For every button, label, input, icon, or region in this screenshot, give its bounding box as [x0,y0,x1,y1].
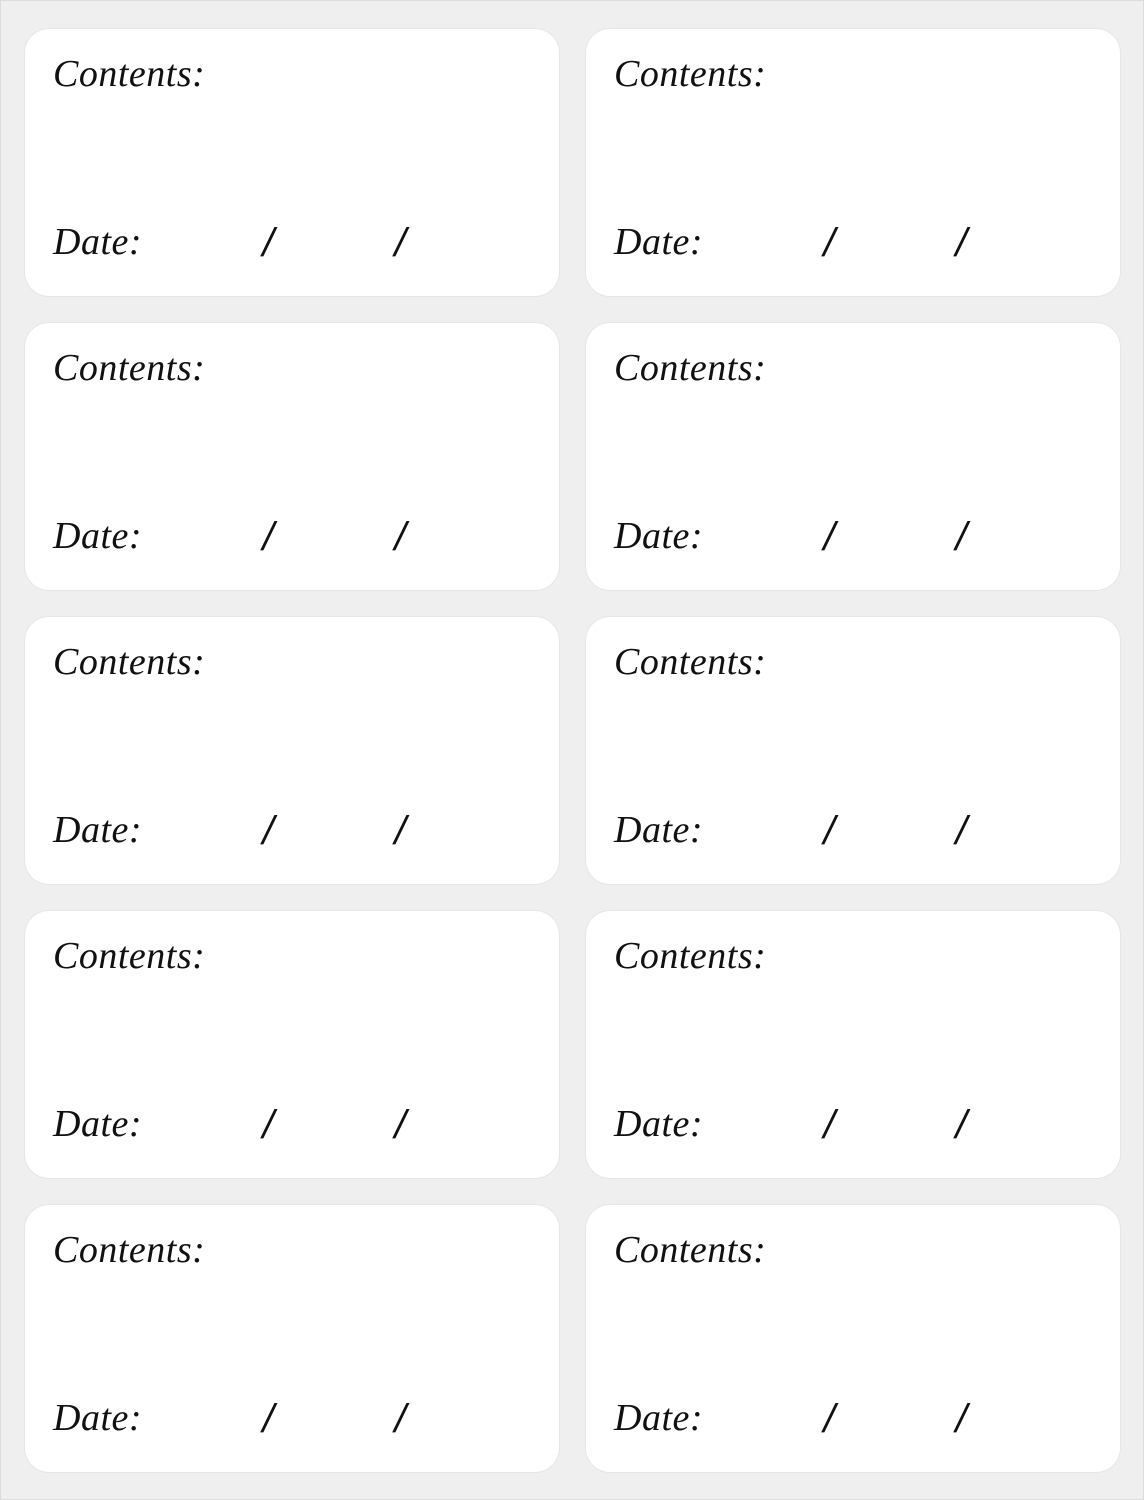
label-grid [25,29,1120,1472]
date-row [614,223,1034,263]
label-card[interactable] [25,323,559,590]
label-card[interactable] [586,617,1120,884]
label-card[interactable] [586,323,1120,590]
date-row [53,811,473,851]
date-separator: / [390,1103,411,1147]
date-separator: / [819,1397,840,1441]
label-card[interactable] [25,911,559,1178]
date-label: Date: [53,221,143,263]
date-separator: / [258,809,279,853]
contents-label: Contents: [53,1229,206,1271]
date-label: Date: [53,515,143,557]
date-separator: / [819,1103,840,1147]
date-separator: / [390,1397,411,1441]
date-separator: / [258,221,279,265]
date-separator: / [951,1103,972,1147]
date-separator: / [951,1397,972,1441]
label-card[interactable] [586,29,1120,296]
date-separator: / [819,515,840,559]
date-row [53,1399,473,1439]
date-separator: / [390,809,411,853]
date-separator: / [951,515,972,559]
date-label: Date: [614,809,704,851]
date-separator: / [258,515,279,559]
contents-label: Contents: [614,347,767,389]
date-label: Date: [53,1103,143,1145]
date-separator: / [951,221,972,265]
contents-label: Contents: [614,1229,767,1271]
contents-label: Contents: [614,53,767,95]
date-row [53,517,473,557]
contents-label: Contents: [614,641,767,683]
date-label: Date: [614,221,704,263]
date-row [614,811,1034,851]
contents-label: Contents: [53,641,206,683]
label-card[interactable] [25,1205,559,1472]
date-label: Date: [53,809,143,851]
date-row [53,1105,473,1145]
date-row [53,223,473,263]
date-row [614,1399,1034,1439]
date-label: Date: [614,1397,704,1439]
contents-label: Contents: [53,347,206,389]
date-separator: / [390,221,411,265]
contents-label: Contents: [53,935,206,977]
label-card[interactable] [586,911,1120,1178]
contents-label: Contents: [614,935,767,977]
date-row [614,1105,1034,1145]
date-label: Date: [614,1103,704,1145]
date-separator: / [258,1397,279,1441]
date-separator: / [258,1103,279,1147]
date-separator: / [390,515,411,559]
date-separator: / [951,809,972,853]
date-separator: / [819,221,840,265]
label-card[interactable] [586,1205,1120,1472]
label-card[interactable] [25,617,559,884]
label-card[interactable] [25,29,559,296]
contents-label: Contents: [53,53,206,95]
date-label: Date: [614,515,704,557]
date-row [614,517,1034,557]
date-label: Date: [53,1397,143,1439]
date-separator: / [819,809,840,853]
